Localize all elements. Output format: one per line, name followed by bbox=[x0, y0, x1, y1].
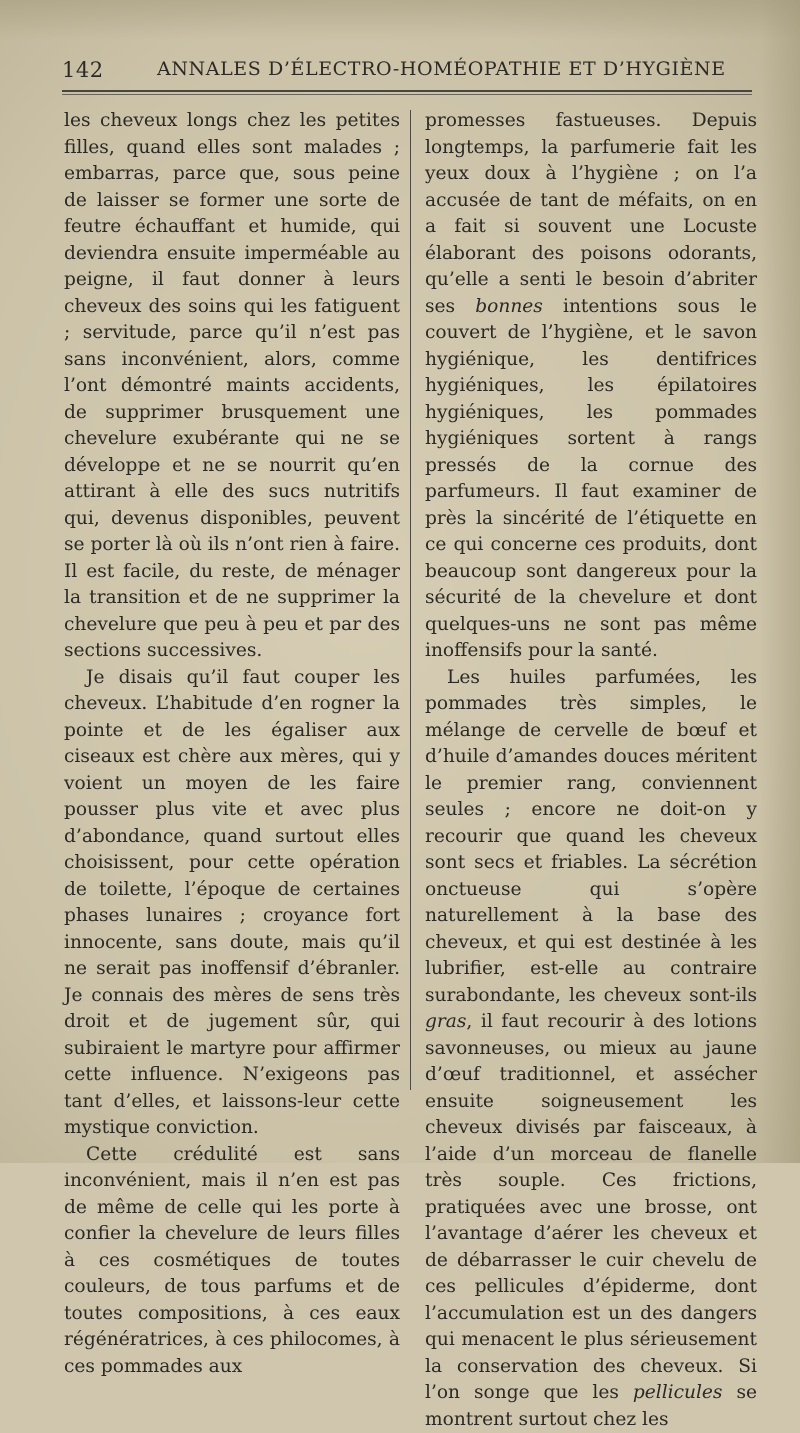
italic-word: gras bbox=[425, 1011, 466, 1032]
right-column bbox=[425, 108, 757, 1433]
page-shadow-top bbox=[0, 0, 800, 40]
paragraph: les cheveux longs chez les petites filles, quand elles sont malades ; embarras, parce que, sous peine de laisser se former une sorte de feutre échauffant et humide, qui deviendra ensuite imperméable au peigne, il faut donner à leurs cheveux des soins qui les fatiguent ; servitude, parce qu’il n’est pas sans inconvénient, alors, comme l’ont démontré maints accidents, de supprimer brusquement une chevelure exubérante qui ne se développe et ne se nourrit qu’en attirant à elle des sucs nutritifs qui, devenus disponibles, peuvent se porter là où ils n’ont rien à faire. Il est facile, du reste, de ménager la transition et de ne supprimer la chevelure que peu à peu et par des sections successives. bbox=[64, 108, 400, 665]
paragraph bbox=[425, 665, 757, 1433]
page-number: 142 bbox=[62, 58, 104, 82]
header-rule bbox=[62, 90, 752, 92]
paragraph: Je disais qu’il faut couper les cheveux. L’habitude d’en rogner la pointe et de les égaliser aux ciseaux est chère aux mères, qui y voient un moyen de les faire pousser plus vite et avec plus d’abondance, quand surtout elles choisissent, pour cette opération de toilette, l’époque de certaines phases lunaires ; croyance fort innocente, sans doute, mais qu’il ne serait pas inoffensif d’ébranler. Je connais des mères de sens très droit et de jugement sûr, qui subiraient le martyre pour affirmer cette influence. N’exigeons pas tant d’elles, et laissons-leur cette mystique conviction. bbox=[64, 665, 400, 1142]
paragraph bbox=[425, 108, 757, 665]
text-run: Les huiles parfumées, les pommades très simples, le mélange de cervelle de bœuf et d’huile d’amandes douces méritent le premier rang, conviennent seules ; encore ne doit-on y recourir que quand les cheveux sont secs et friables. La sécrétion onctueuse qui s’opère naturellement à la base des cheveux, et qui est destinée à les lubrifier, est-elle au contraire surabondante, les cheveux sont-ils bbox=[425, 667, 757, 1006]
text-run: promesses fastueuses. Depuis longtemps, la parfumerie fait les yeux doux à l’hygiène ; on l’a accusée de tant de méfaits, on en a fait si souvent une Locuste élaborant des poisons odorants, qu’elle a senti le besoin d’abriter ses bbox=[425, 110, 757, 317]
page-shadow-right bbox=[760, 0, 800, 1163]
left-column bbox=[64, 108, 400, 1380]
page-header bbox=[62, 58, 752, 84]
column-divider bbox=[410, 110, 411, 1090]
header-rule-thin bbox=[62, 94, 752, 95]
running-title: ANNALES D’ÉLECTRO-HOMÉOPATHIE ET D’HYGIÈNE bbox=[157, 58, 726, 80]
text-run: intentions sous le couvert de l’hygiène, et le savon hygiénique, les dentifrices hygiéniques, les épilatoires hygiéniques, les pommades hygiéniques sortent à rangs pressés de la cornue des parfumeurs. Il faut examiner de près la sincérité de l’étiquette en ce qui concerne ces produits, dont beaucoup sont dangereux pour la sécurité de la chevelure et dont quelques-uns ne sont pas même inoffensifs pour la santé. bbox=[425, 296, 757, 662]
italic-word: bonnes bbox=[475, 296, 543, 317]
italic-word: pellicules bbox=[633, 1382, 723, 1403]
text-run: se montrent surtout chez les bbox=[425, 1382, 757, 1430]
text-run: , il faut recourir à des lotions savonneuses, ou mieux au jaune d’œuf traditionnel, et assécher ensuite soigneusement les cheveux divisés par faisceaux, à l’aide d’un morceau de flanelle très souple. Ces frictions, pratiquées avec une brosse, ont l’avantage d’aérer les cheveux et de débarrasser le cuir chevelu de ces pellicules d’épiderme, dont l’accumulation est un des dangers qui menacent le plus sérieusement la conservation des cheveux. Si l’on songe que les bbox=[425, 1011, 757, 1403]
paragraph: Cette crédulité est sans inconvénient, mais il n’en est pas de même de celle qui les porte à confier la chevelure de leurs filles à ces cosmétiques de toutes couleurs, de tous parfums et de toutes compositions, à ces eaux régénératrices, à ces philocomes, à ces pommades aux bbox=[64, 1142, 400, 1381]
